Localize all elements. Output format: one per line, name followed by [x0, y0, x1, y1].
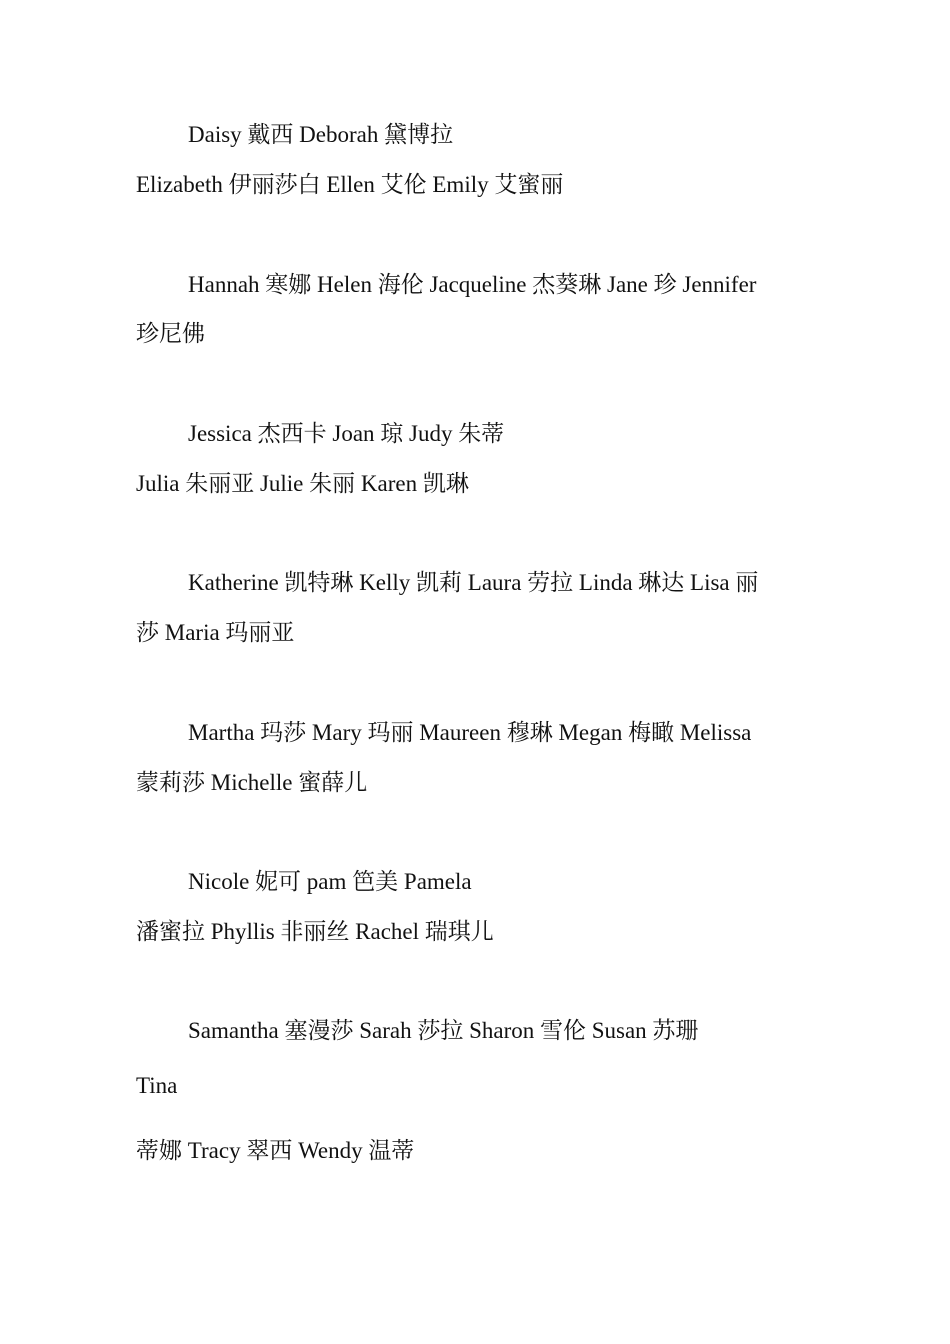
text-line-6: Julia 朱丽亚 Julie 朱丽 Karen 凯琳 [136, 471, 469, 496]
text-line-7: Katherine 凯特琳 Kelly 凯莉 Laura 劳拉 Linda 琳达 Lisa 丽 [188, 570, 759, 595]
text-line-2: Elizabeth 伊丽莎白 Ellen 艾伦 Emily 艾蜜丽 [136, 172, 564, 197]
text-line-14: Tina [136, 1073, 178, 1098]
text-line-11: Nicole 妮可 pam 笆美 Pamela [188, 869, 472, 894]
text-line-13: Samantha 塞漫莎 Sarah 莎拉 Sharon 雪伦 Susan 苏珊 [188, 1018, 699, 1043]
text-line-9: Martha 玛莎 Mary 玛丽 Maureen 穆琳 Megan 梅瞰 Melissa [188, 720, 752, 745]
text-line-4: 珍尼佛 [136, 321, 205, 346]
text-line-15: 蒂娜 Tracy 翠西 Wendy 温蒂 [136, 1138, 415, 1163]
text-line-3: Hannah 寒娜 Helen 海伦 Jacqueline 杰葵琳 Jane 珍 Jennifer [188, 272, 757, 297]
text-line-8: 莎 Maria 玛丽亚 [136, 620, 295, 645]
text-line-1: Daisy 戴西 Deborah 黛博拉 [188, 122, 454, 147]
text-line-12: 潘蜜拉 Phyllis 非丽丝 Rachel 瑞琪儿 [136, 919, 494, 944]
text-line-5: Jessica 杰西卡 Joan 琼 Judy 朱蒂 [188, 421, 505, 446]
text-line-10: 蒙莉莎 Michelle 蜜薛儿 [136, 770, 368, 795]
